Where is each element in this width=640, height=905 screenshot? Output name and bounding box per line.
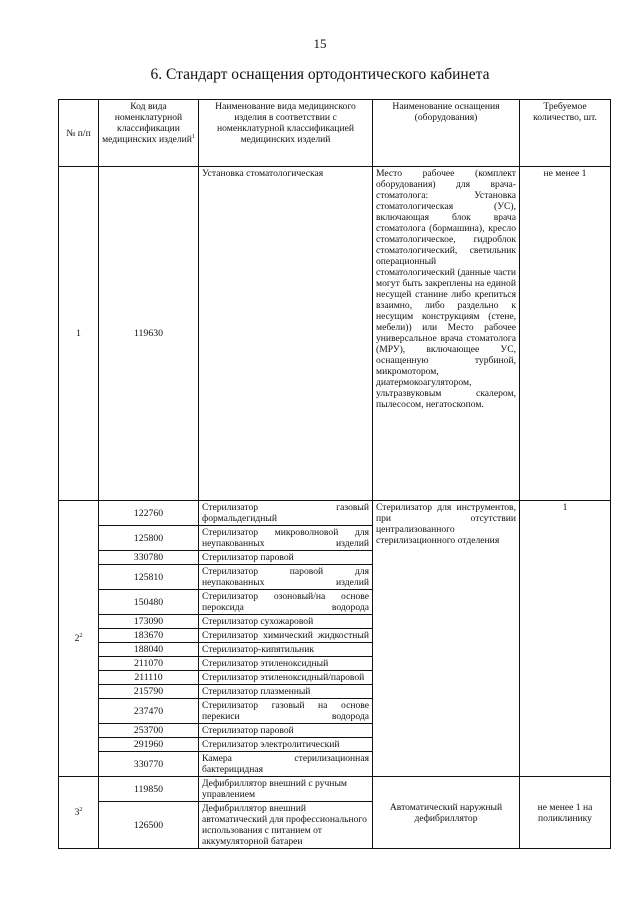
row2-name-8: Стерилизатор этиленоксидный — [199, 657, 373, 671]
row1-name: Установка стоматологическая — [199, 167, 373, 501]
row2-name-6: Стерилизатор химический жидкостный — [199, 629, 373, 643]
row2-code-5: 173090 — [99, 615, 199, 629]
row2-code-14: 330770 — [99, 752, 199, 777]
row2-name-3: Стерилизатор паровой для неупакованных изделий — [199, 565, 373, 590]
row1-num: 1 — [59, 167, 99, 501]
header-code-footnote: 1 — [191, 133, 195, 140]
table-row — [59, 501, 611, 526]
header-name: Наименование вида медицинского изделия в соответствии с номенклатурной классификацией медицинских изделий — [199, 100, 373, 167]
table-row — [59, 777, 611, 802]
row2-name-4: Стерилизатор озоновый/на основе пероксида водорода — [199, 590, 373, 615]
row2-name-0: Стерилизатор газовый формальдегидный — [199, 501, 373, 526]
row3-code-1: 126500 — [99, 802, 199, 849]
row2-code-8: 211070 — [99, 657, 199, 671]
equipment-table — [58, 99, 611, 849]
row2-equipment: Стерилизатор для инструментов, при отсутствии централизованного стерилизационного отделения — [373, 501, 520, 777]
row2-name-12: Стерилизатор паровой — [199, 724, 373, 738]
row1-quantity: не менее 1 — [520, 167, 611, 501]
row2-name-11: Стерилизатор газовый на основе перекиси водорода — [199, 699, 373, 724]
header-equipment: Наименование оснащения (оборудования) — [373, 100, 520, 167]
row3-name-1: Дефибриллятор внешний автоматический для профессионального использования с питанием от аккумуляторной батареи — [199, 802, 373, 849]
page-title: 6. Стандарт оснащения ортодонтического кабинета — [150, 66, 490, 83]
header-quantity: Требуемое количество, шт. — [520, 100, 611, 167]
row2-name-5: Стерилизатор сухожаровой — [199, 615, 373, 629]
row1-equipment: Место рабочее (комплект оборудования) для врача-стоматолога: Установка стоматологическая (УС), включающая блок врача стоматолога (бормашина), кресло стоматологическое, гидроблок стоматологический, светильник операционный стоматологический (данные части могут быть закреплены на единой несущей станине либо крепиться взаимно, либо раздельно к несущим конструкциям (стене, мебели)) или Место рабочее универсальное врача стоматолога (МРУ), включающее УС, оснащенную турбиной, микромотором, диатермокоагулятором, ультразвуковым скалером, пылесосом, негатоскопом. — [373, 167, 520, 501]
row2-num-text: 2 — [74, 633, 80, 644]
header-code-text: Код вида номенклатурной классификации медицинских изделий — [102, 101, 192, 145]
row2-code-7: 188040 — [99, 643, 199, 657]
row2-code-12: 253700 — [99, 724, 199, 738]
row1-code: 119630 — [99, 167, 199, 501]
header-code — [99, 100, 199, 167]
row2-code-11: 237470 — [99, 699, 199, 724]
row3-num-text: 3 — [74, 807, 80, 818]
header-num: № п/п — [59, 100, 99, 167]
row2-name-7: Стерилизатор-кипятильник — [199, 643, 373, 657]
table-row — [59, 167, 611, 501]
row3-equipment: Автоматический наружный дефибриллятор — [373, 777, 520, 849]
row2-code-3: 125810 — [99, 565, 199, 590]
row2-code-1: 125800 — [99, 526, 199, 551]
row2-name-14: Камера стерилизационная бактерицидная — [199, 752, 373, 777]
row3-code-0: 119850 — [99, 777, 199, 802]
row2-code-2: 330780 — [99, 551, 199, 565]
row2-code-4: 150480 — [99, 590, 199, 615]
row3-quantity: не менее 1 на поликлинику — [520, 777, 611, 849]
row2-name-1: Стерилизатор микроволновой для неупакованных изделий — [199, 526, 373, 551]
row2-name-2: Стерилизатор паровой — [199, 551, 373, 565]
row2-code-13: 291960 — [99, 738, 199, 752]
row2-num-footnote: 2 — [79, 632, 83, 639]
row2-name-9: Стерилизатор этиленоксидный/паровой — [199, 671, 373, 685]
row2-name-13: Стерилизатор электролитический — [199, 738, 373, 752]
row2-code-0: 122760 — [99, 501, 199, 526]
row2-code-6: 183670 — [99, 629, 199, 643]
row3-name-0: Дефибриллятор внешний с ручным управлением — [199, 777, 373, 802]
row2-code-9: 211110 — [99, 671, 199, 685]
row2-name-10: Стерилизатор плазменный — [199, 685, 373, 699]
row2-num — [59, 501, 99, 777]
table-header-row — [59, 100, 611, 167]
row2-code-10: 215790 — [99, 685, 199, 699]
row3-num — [59, 777, 99, 849]
row3-num-footnote: 2 — [79, 806, 83, 813]
row2-quantity: 1 — [520, 501, 611, 777]
page-number: 15 — [313, 36, 327, 51]
